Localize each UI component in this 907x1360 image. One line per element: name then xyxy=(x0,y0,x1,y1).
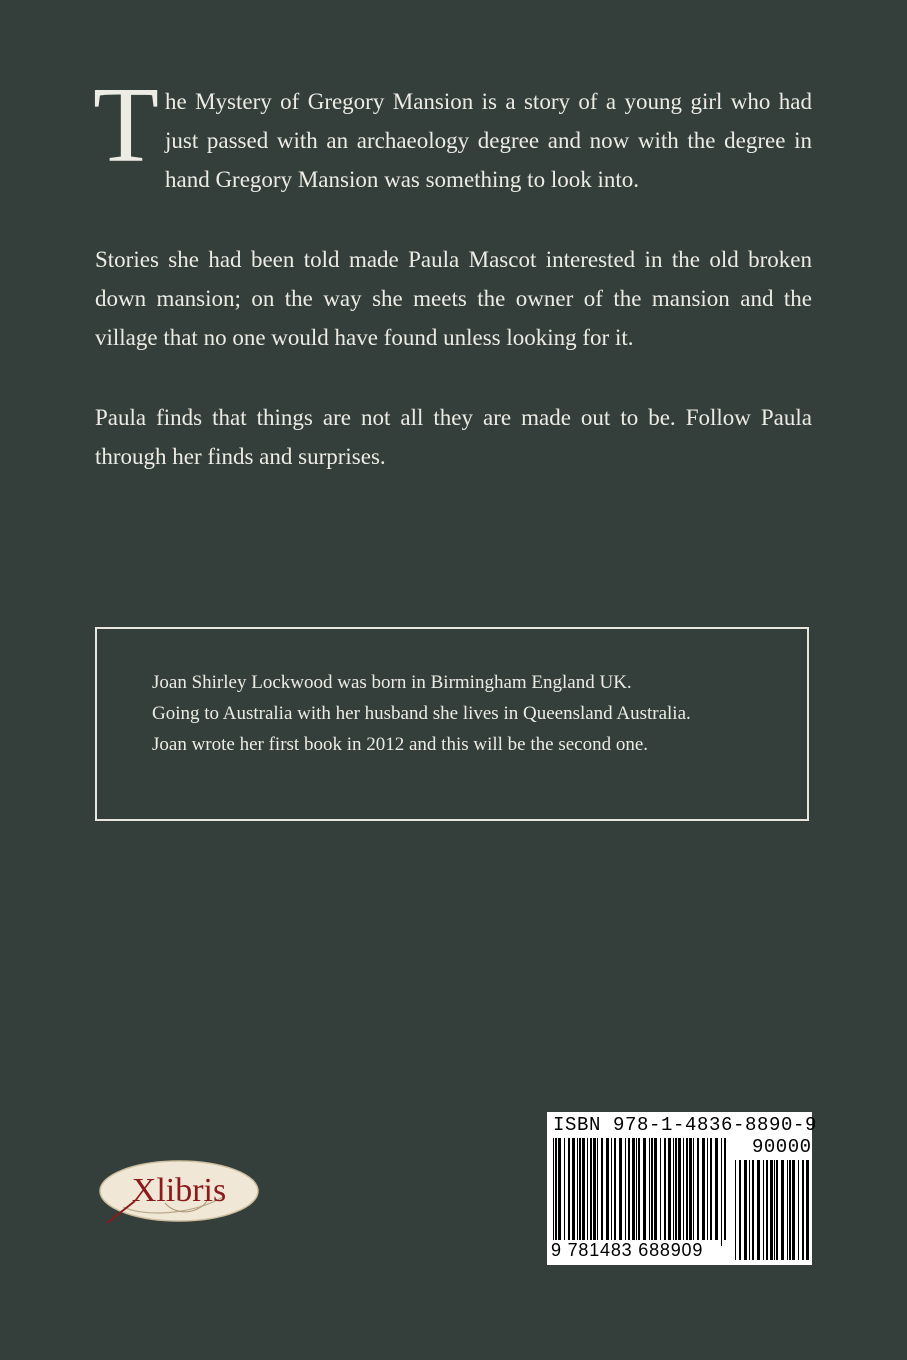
barcode-bar xyxy=(710,1138,712,1240)
barcode-bar xyxy=(678,1138,681,1240)
barcode-bar xyxy=(689,1138,692,1240)
barcode-bar xyxy=(763,1160,764,1260)
author-bio-line-2: Going to Australia with her husband she lives in Queensland Australia. xyxy=(152,703,691,724)
author-bio-line-1: Joan Shirley Lockwood was born in Birmingham England UK. xyxy=(152,672,632,693)
barcode-bar xyxy=(792,1160,795,1260)
barcode-bar xyxy=(781,1160,784,1260)
barcode-bar xyxy=(564,1138,565,1240)
barcode-bar xyxy=(664,1138,666,1246)
barcode-bar xyxy=(632,1138,635,1240)
barcode-bar xyxy=(752,1160,754,1260)
barcode-bar xyxy=(721,1138,722,1246)
barcode-bar xyxy=(651,1138,653,1240)
barcode-bar xyxy=(806,1160,809,1260)
barcode-bar xyxy=(789,1160,791,1260)
barcode-bar xyxy=(749,1160,750,1260)
blurb-paragraph-3: Paula finds that things are not all they are made out to be. Follow Paula through her finds and surprises. xyxy=(95,405,812,469)
barcode-bar xyxy=(643,1138,646,1240)
barcode-bar xyxy=(739,1160,741,1260)
barcode-addon-code: 90000 xyxy=(752,1136,812,1158)
barcode-bar xyxy=(757,1160,760,1260)
drop-cap-letter: T xyxy=(93,66,159,185)
barcode-bar xyxy=(766,1160,768,1260)
xlibris-logo-icon xyxy=(95,1157,260,1225)
barcode-bar xyxy=(619,1138,622,1240)
blurb-paragraph-1-text: he Mystery of Gregory Mansion is a story of a young girl who had just passed with an archaeology degree and now with the degree in hand Gregory Mansion was something to look into. xyxy=(164,89,812,192)
barcode-bar xyxy=(683,1138,684,1240)
barcode-bar xyxy=(715,1138,718,1240)
publisher-logo xyxy=(95,1157,260,1225)
barcode-bar xyxy=(597,1138,598,1240)
barcode-bar xyxy=(611,1138,612,1240)
barcode-bar xyxy=(668,1138,671,1240)
barcode-bar xyxy=(787,1160,788,1260)
barcode-bar xyxy=(587,1138,588,1240)
barcode-bar xyxy=(568,1138,570,1240)
barcode-bar xyxy=(601,1138,603,1240)
barcode-bar xyxy=(724,1138,726,1240)
barcode-bar xyxy=(673,1138,674,1240)
barcode-bar xyxy=(636,1138,637,1240)
barcode-bar xyxy=(558,1138,561,1240)
barcode-bar xyxy=(579,1138,581,1240)
xlibris-wordmark: Xlibris xyxy=(131,1172,227,1209)
barcode-bar xyxy=(614,1138,616,1240)
barcode-bar xyxy=(693,1138,694,1240)
author-bio-line-3: Joan wrote her first book in 2012 and this will be the second one. xyxy=(152,734,649,755)
barcode-bar xyxy=(654,1138,657,1240)
ean-digits: 9 781483 688909 xyxy=(551,1240,704,1260)
barcode-bar xyxy=(582,1138,585,1240)
barcode-bar xyxy=(798,1160,799,1260)
author-bio-text xyxy=(152,667,797,760)
barcode-bar xyxy=(774,1160,775,1260)
barcode-bar xyxy=(776,1160,778,1260)
barcode-bar xyxy=(697,1138,699,1240)
author-bio-box xyxy=(95,627,809,821)
barcode-bar xyxy=(802,1160,804,1260)
barcode-bar xyxy=(735,1160,736,1260)
barcode-bar xyxy=(638,1138,640,1240)
blurb-paragraph-1 xyxy=(93,66,812,199)
barcode-bar xyxy=(686,1138,688,1240)
barcode-bar xyxy=(660,1138,661,1240)
barcode-bar xyxy=(744,1160,747,1260)
barcode-bar xyxy=(553,1138,554,1246)
barcode-bar xyxy=(628,1138,630,1240)
barcode-bar xyxy=(707,1138,708,1240)
back-cover-blurb xyxy=(93,66,812,476)
barcode-bar xyxy=(555,1138,557,1246)
barcode-bar xyxy=(770,1160,773,1260)
blurb-paragraph-2: Stories she had been told made Paula Mascot interested in the old broken down mansion; on the way she meets the owner of the mansion and the village that no one would have found unless looking for it. xyxy=(95,247,812,350)
barcode-bar xyxy=(675,1138,677,1240)
barcode-bar xyxy=(606,1138,609,1246)
barcode-bar xyxy=(625,1138,626,1240)
barcode-bar xyxy=(572,1138,575,1240)
barcode-bar xyxy=(577,1138,578,1240)
barcode-bar xyxy=(593,1138,596,1240)
isbn-label: ISBN 978-1-4836-8890-9 xyxy=(553,1114,818,1136)
barcode-bar xyxy=(590,1138,592,1240)
barcode-bar xyxy=(702,1138,705,1240)
barcode-bar xyxy=(649,1138,650,1240)
isbn-barcode xyxy=(547,1112,818,1265)
